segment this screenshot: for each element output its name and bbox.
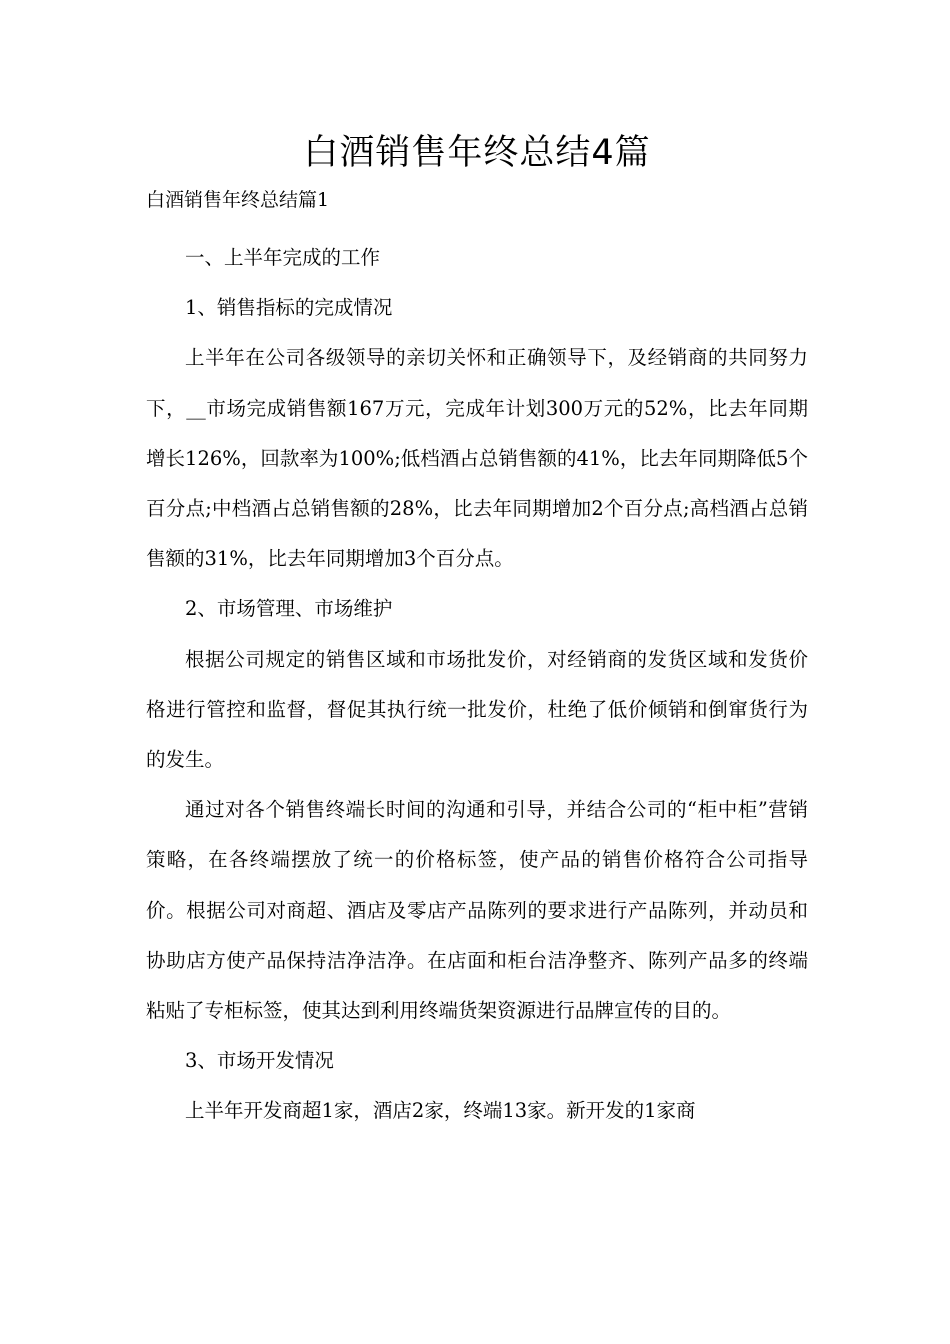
subsection-heading: 3、市场开发情况: [185, 1049, 334, 1073]
document-page: [146, 0, 808, 1344]
document-title: 白酒销售年终总结4篇: [303, 133, 651, 173]
body-paragraph: 上半年开发商超1家，酒店2家，终端13家。新开发的1家商: [185, 1099, 696, 1123]
body-paragraph: 上半年在公司各级领导的亲切关怀和正确领导下，及经销商的共同努力下，__市场完成销售额167万元，完成年计划300万元的52%，比去年同期增长126%，回款率为100%;低档酒占总销售额的41%，比去年同期降低5个百分点;中档酒占总销售额的28%，比去年同期增加2个百分点;高档酒占总销售额的31%，比去年同期增加3个百分点。: [146, 346, 808, 571]
subsection-heading: 2、市场管理、市场维护: [185, 597, 393, 621]
body-paragraph: 根据公司规定的销售区域和市场批发价，对经销商的发货区域和发货价格进行管控和监督，督促其执行统一批发价，杜绝了低价倾销和倒窜货行为的发生。: [146, 647, 808, 772]
section-heading: 一、上半年完成的工作: [185, 246, 381, 269]
body-paragraph: 通过对各个销售终端长时间的沟通和引导，并结合公司的“柜中柜”营销策略，在各终端摆放了统一的价格标签，使产品的销售价格符合公司指导价。根据公司对商超、酒店及零店产品陈列的要求进行产品陈列，并动员和协助店方使产品保持洁净洁净。在店面和柜台洁净整齐、陈列产品多的终端粘贴了专柜标签，使其达到利用终端货架资源进行品牌宣传的目的。: [146, 798, 808, 1023]
document-body: [146, 233, 808, 1137]
document-subtitle: 白酒销售年终总结篇1: [146, 189, 330, 211]
subsection-heading: 1、销售指标的完成情况: [185, 296, 393, 320]
